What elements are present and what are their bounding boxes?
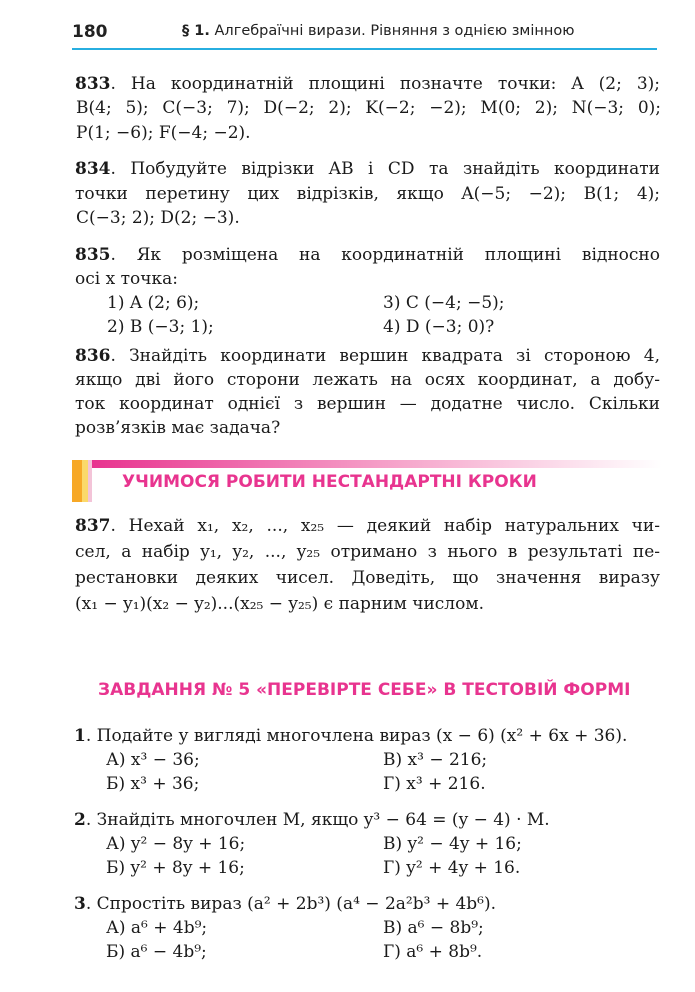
- test-question-3: 3. Спростіть вираз (a² + 2b³) (a⁴ − 2a²b³ + 4b⁶).: [74, 894, 497, 914]
- test-option: А) x³ − 36;: [106, 750, 200, 770]
- banner-title: УЧИМОСЯ РОБИТИ НЕСТАНДАРТНІ КРОКИ: [122, 472, 537, 492]
- question-number: 1: [74, 726, 86, 746]
- problem-833-line-2: B(4; 5); C(−3; 7); D(−2; 2); K(−2; −2); M(0; 2); N(−3; 0);: [76, 98, 661, 118]
- test-option: А) y² − 8y + 16;: [106, 834, 246, 854]
- test-question-2: 2. Знайдіть многочлен M, якщо y³ − 64 = (y − 4) · M.: [74, 810, 550, 830]
- problem-833-line-3: P(1; −6); F(−4; −2).: [76, 123, 251, 143]
- page-header: [72, 18, 657, 50]
- problem-836-line-2: якщо дві його сторони лежать на осях координат, а добу-: [75, 370, 660, 390]
- test-option: В) y² − 4y + 16;: [383, 834, 522, 854]
- answer-option: 3) C (−4; −5);: [383, 293, 505, 313]
- running-title: [182, 23, 574, 39]
- problem-number: 835: [75, 245, 111, 265]
- problem-836-line-1: 836. Знайдіть координати вершин квадрата зі стороною 4,: [75, 346, 660, 366]
- banner-bar: [72, 460, 82, 502]
- problem-835-line-1: 835. Як розміщена на координатній площині відносно: [75, 245, 660, 265]
- problem-834-line-3: C(−3; 2); D(2; −3).: [76, 208, 240, 228]
- test-section-title: ЗАВДАННЯ № 5 «ПЕРЕВІРТЕ СЕБЕ» В ТЕСТОВІЙ ФОРМІ: [98, 680, 631, 700]
- answer-option: 4) D (−3; 0)?: [383, 317, 495, 337]
- question-number: 3: [74, 894, 86, 914]
- answer-option: 2) B (−3; 1);: [107, 317, 214, 337]
- answer-option: 1) A (2; 6);: [107, 293, 200, 313]
- section-title: Алгебраїчні вирази. Рівняння з однією змінною: [214, 23, 575, 39]
- problem-833-line-1: 833. На координатній площині позначте точки: A (2; 3);: [75, 74, 660, 94]
- section-banner: [72, 460, 662, 502]
- test-option: В) x³ − 216;: [383, 750, 488, 770]
- problem-837-line-3: рестановки деяких чисел. Доведіть, що значення виразу: [75, 568, 660, 588]
- test-option: Б) x³ + 36;: [106, 774, 200, 794]
- header-rule: [72, 48, 657, 50]
- problem-837-line-4: (x₁ − y₁)(x₂ − y₂)...(x₂₅ − y₂₅) є парним числом.: [75, 594, 484, 614]
- problem-837-line-2: сел, а набір y₁, y₂, ..., y₂₅ отримано з нього в результаті пе-: [75, 542, 660, 562]
- test-question-1: 1. Подайте у вигляді многочлена вираз (x − 6) (x² + 6x + 36).: [74, 726, 628, 746]
- problem-number: 834: [75, 159, 111, 179]
- problem-834-line-1: 834. Побудуйте відрізки AB і CD та знайдіть координати: [75, 159, 660, 179]
- test-option: Б) a⁶ − 4b⁹;: [106, 942, 207, 962]
- problem-836-line-4: розв’язків має задача?: [75, 418, 281, 438]
- test-option: В) a⁶ − 8b⁹;: [383, 918, 484, 938]
- test-option: А) a⁶ + 4b⁹;: [106, 918, 208, 938]
- problem-number: 833: [75, 74, 111, 94]
- page-number: 180: [72, 22, 108, 42]
- question-number: 2: [74, 810, 86, 830]
- problem-number: 836: [75, 346, 111, 366]
- test-option: Г) y² + 4y + 16.: [383, 858, 521, 878]
- section-mark: § 1.: [182, 23, 210, 39]
- test-option: Г) a⁶ + 8b⁹.: [383, 942, 483, 962]
- banner-stripe: [92, 460, 662, 468]
- problem-837-line-1: 837. Нехай x₁, x₂, ..., x₂₅ — деякий набір натуральних чи-: [75, 516, 660, 536]
- problem-836-line-3: ток координат однієї з вершин — додатне число. Скільки: [75, 394, 660, 414]
- test-option: Г) x³ + 216.: [383, 774, 486, 794]
- problem-835-line-2: осі x точка:: [75, 269, 178, 289]
- test-option: Б) y² + 8y + 16;: [106, 858, 245, 878]
- problem-834-line-2: точки перетину цих відрізків, якщо A(−5; −2); B(1; 4);: [75, 184, 660, 204]
- problem-number: 837: [75, 516, 111, 536]
